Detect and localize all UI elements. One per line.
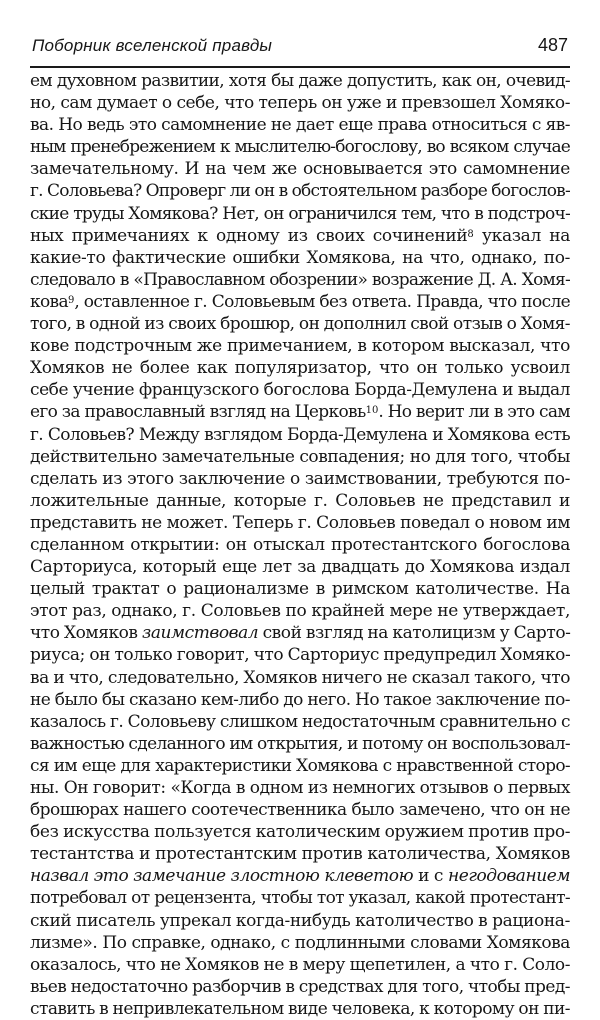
- text-run: что Хомяков: [30, 623, 143, 644]
- emphasis-text: назвал это замечание злостною клеветою: [30, 866, 414, 887]
- text-line: [30, 335, 570, 357]
- text-run: какие-то фактические ошибки Хомякова, на что, однако, по-: [30, 247, 570, 268]
- text-run: лизме». По справке, однако, с подлинными словами Хомякова: [30, 932, 570, 953]
- text-line: [30, 225, 570, 247]
- text-line: [30, 203, 570, 225]
- text-run: сделать из этого заключение о заимствовании, требуются по-: [30, 468, 570, 489]
- page-header: [30, 30, 570, 68]
- text-run: кове подстрочным же примечанием, в котором высказал, что: [30, 336, 570, 357]
- text-run: сделанном открытии: он отыскал протестантского богослова: [30, 534, 570, 555]
- body-text: [30, 70, 570, 1020]
- text-line: [30, 490, 570, 512]
- text-run: свой взгляд на католицизм у Сарто-: [258, 623, 571, 644]
- text-run: не было бы сказано кем-либо до него. Но такое заключение по-: [30, 689, 570, 710]
- text-line: [30, 158, 570, 180]
- text-run: г. Соловьев? Между взглядом Борда-Демулена и Хомякова есть: [30, 424, 570, 445]
- emphasis-text: негодованием: [447, 866, 570, 887]
- text-line: [30, 843, 570, 865]
- text-run: замечательному. И на чем же основывается это самомнение: [30, 159, 570, 180]
- text-run: ские труды Хомякова? Нет, он ограничился тем, что в подстроч-: [30, 203, 570, 224]
- text-line: [30, 622, 570, 644]
- footnote-ref: 10: [365, 405, 379, 417]
- text-line: [30, 180, 570, 202]
- text-line: [30, 136, 570, 158]
- text-run: кова: [30, 291, 68, 312]
- text-run: ным пренебрежением к мыслителю-богослову, во всяком случае: [30, 137, 570, 158]
- text-line: [30, 291, 570, 313]
- text-line: [30, 733, 570, 755]
- text-line: [30, 114, 570, 136]
- text-run: , оставленное г. Соловьевым без ответа. Правда, что после: [74, 291, 570, 312]
- text-run: этот раз, однако, г. Соловьев по крайней мере не утверждает,: [30, 601, 570, 622]
- text-line: [30, 512, 570, 534]
- text-line: [30, 910, 570, 932]
- text-run: ва и что, следовательно, Хомяков ничего не сказал такого, что: [30, 667, 570, 688]
- text-line: [30, 865, 570, 887]
- text-run: Сарториуса, который еще лет за двадцать до Хомякова издал: [30, 557, 570, 578]
- text-run: важностью сделанного им открытия, и потому он воспользовал-: [30, 733, 570, 754]
- text-run: и с: [413, 866, 448, 887]
- footnote-ref: 9: [67, 294, 75, 306]
- text-line: [30, 600, 570, 622]
- text-line: [30, 401, 570, 423]
- text-run: указал на: [473, 225, 570, 246]
- text-run: ский писатель упрекал когда-нибудь католичество в рациона-: [30, 910, 570, 931]
- text-line: [30, 357, 570, 379]
- text-run: действительно замечательные совпадения; но для того, чтобы: [30, 446, 570, 467]
- text-run: себе учение французского богослова Борда-Демулена и выдал: [30, 380, 570, 401]
- text-line: [30, 379, 570, 401]
- text-line: [30, 247, 570, 269]
- text-run: вьев недостаточно разборчив в средствах для того, чтобы пред-: [30, 976, 570, 997]
- text-run: целый трактат о рационализме в римском католичестве. На: [30, 579, 570, 600]
- text-run: его за православный взгляд на Церковь: [30, 402, 366, 423]
- page-number: 487: [537, 35, 568, 55]
- text-line: [30, 424, 570, 446]
- text-run: риуса; он только говорит, что Сарториус предупредил Хомяко-: [30, 645, 571, 666]
- text-run: казалось г. Соловьеву слишком недостаточным сравнительно с: [30, 711, 570, 732]
- text-line: [30, 468, 570, 490]
- text-run: следовало в «Православном обозрении» возражение Д. А. Хомя-: [30, 269, 570, 290]
- text-run: ставить в непривлекательном виде человека, к которому он пи-: [30, 998, 570, 1019]
- text-run: представить не может. Теперь г. Соловьев поведал о новом им: [30, 512, 570, 533]
- text-line: [30, 755, 570, 777]
- text-line: [30, 578, 570, 600]
- footnote-ref: 8: [467, 228, 474, 240]
- text-run: тестантства и протестантским против католичества, Хомяков: [30, 844, 570, 865]
- text-line: [30, 446, 570, 468]
- text-line: [30, 644, 570, 666]
- text-run: Хомяков не более как популяризатор, что он только усвоил: [30, 358, 570, 379]
- text-line: [30, 269, 570, 291]
- text-run: ложительные данные, которые г. Соловьев не представил и: [30, 490, 570, 511]
- text-line: [30, 976, 570, 998]
- text-run: ем духовном развитии, хотя бы даже допустить, как он, очевид-: [30, 71, 570, 91]
- text-line: [30, 799, 570, 821]
- text-line: [30, 70, 570, 92]
- text-line: [30, 92, 570, 114]
- text-run: потребовал от рецензента, чтобы тот указал, какой протестант-: [30, 888, 570, 909]
- text-run: . Но верит ли в это сам: [378, 402, 570, 423]
- text-line: [30, 887, 570, 909]
- text-run: ва. Но ведь это самомнение не дает еще права относиться с яв-: [30, 115, 570, 136]
- text-run: оказалось, что не Хомяков не в меру щепетилен, а что г. Соло-: [30, 954, 570, 975]
- text-run: г. Соловьева? Опроверг ли он в обстоятельном разборе богослов-: [30, 181, 570, 202]
- text-line: [30, 689, 570, 711]
- text-line: [30, 556, 570, 578]
- text-line: [30, 998, 570, 1020]
- text-line: [30, 667, 570, 689]
- text-line: [30, 711, 570, 733]
- text-line: [30, 313, 570, 335]
- text-run: ся им еще для характеристики Хомякова с нравственной сторо-: [30, 755, 570, 776]
- text-line: [30, 932, 570, 954]
- text-run: но, сам думает о себе, что теперь он уже и превзошел Хомяко-: [30, 93, 570, 114]
- running-title: Поборник вселенской правды: [32, 36, 273, 55]
- text-line: [30, 534, 570, 556]
- text-line: [30, 954, 570, 976]
- text-run: ных примечаниях к одному из своих сочинений: [30, 225, 468, 246]
- text-run: ны. Он говорит: «Когда в одном из немногих отзывов о первых: [30, 778, 570, 798]
- emphasis-text: заимствовал: [142, 623, 259, 644]
- text-run: без искусства пользуется католическим оружием против про-: [30, 822, 571, 843]
- text-line: [30, 777, 570, 799]
- text-run: того, в одной из своих брошюр, он дополнил свой отзыв о Хомя-: [30, 314, 570, 335]
- text-line: [30, 821, 570, 843]
- text-run: брошюрах нашего соотечественника было замечено, что он не: [30, 800, 570, 821]
